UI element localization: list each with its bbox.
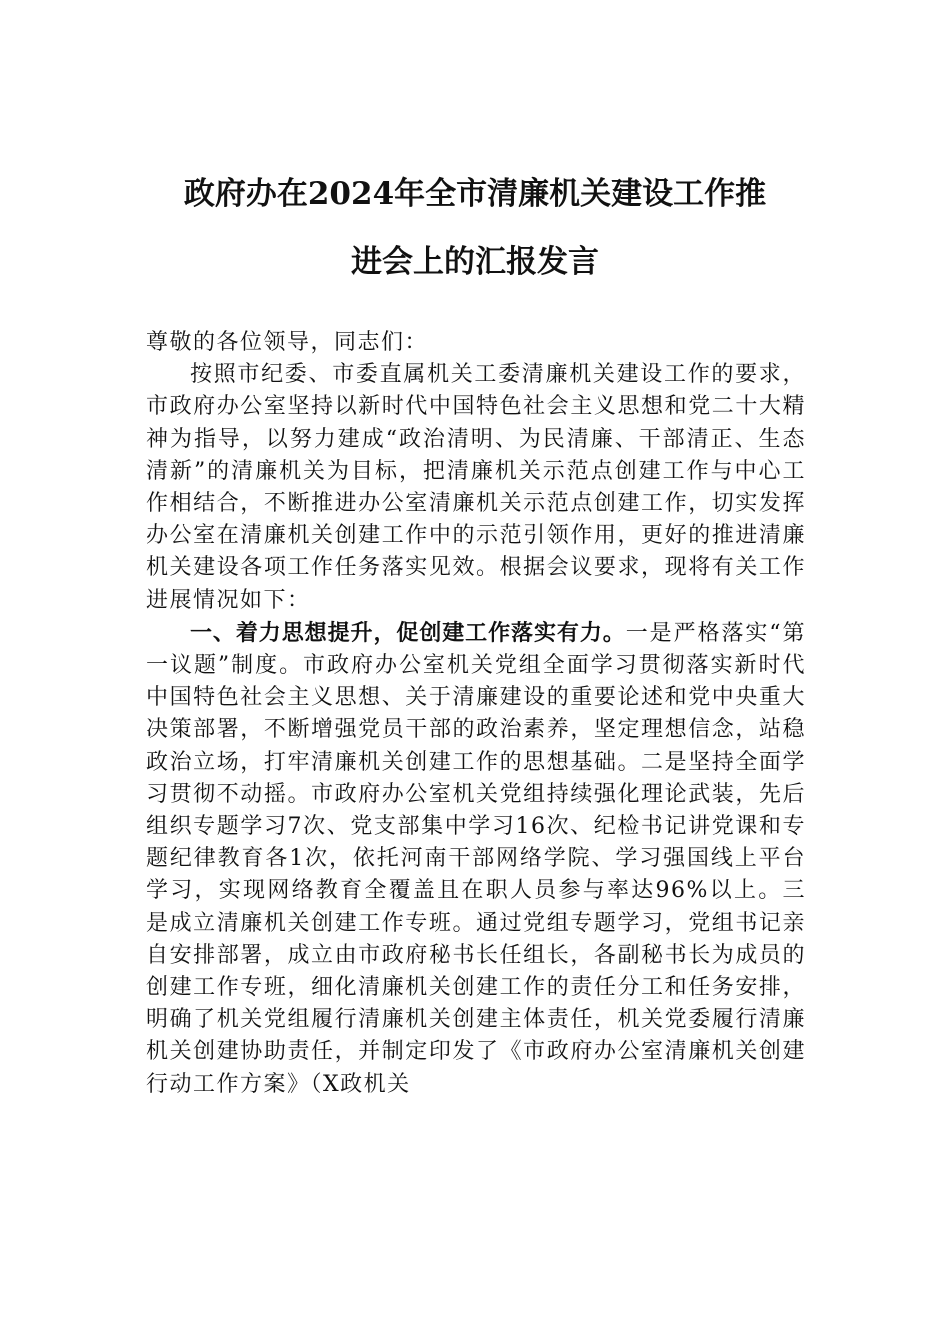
section-1-heading: 一、着力思想提升，促创建工作落实有力。	[190, 619, 626, 646]
section-1-paragraph	[146, 617, 806, 1101]
title-line-1: 政府办在2024年全市清廉机关建设工作推	[183, 176, 767, 212]
section-1-text: 一是严格落实“第一议题”制度。市政府办公室机关党组全面学习贯彻落实新时代中国特色社会主义思想、关于清廉建设的重要论述和党中央重大决策部署，不断增强党员干部的政治素养，坚定理想信念，站稳政治立场，打牢清廉机关创建工作的思想基础。二是坚持全面学习贯彻不动摇。市政府办公室机关党组持续强化理论武装，先后组织专题学习7次、党支部集中学习16次、纪检书记讲党课和专题纪律教育各1次，依托河南干部网络学院、学习强国线上平台学习，实现网络教育全覆盖且在职人员参与率达96%以上。三是成立清廉机关创建工作专班。通过党组专题学习，党组书记亲自安排部署，成立由市政府秘书长任组长，各副秘书长为成员的创建工作专班，细化清廉机关创建工作的责任分工和任务安排，明确了机关党组履行清廉机关创建主体责任，机关党委履行清廉机关创建协助责任，并制定印发了《市政府办公室清廉机关创建行动工作方案》（X政机关	[146, 620, 806, 1097]
salutation: 尊敬的各位领导，同志们：	[146, 330, 429, 355]
document-title	[140, 160, 810, 296]
document-body	[146, 327, 806, 1101]
intro-paragraph: 按照市纪委、市委直属机关工委清廉机关建设工作的要求，市政府办公室坚持以新时代中国特色社会主义思想和党二十大精神为指导，以努力建成“政治清明、为民清廉、干部清正、生态清新”的清廉机关为目标，把清廉机关示范点创建工作与中心工作相结合，不断推进办公室清廉机关示范点创建工作，切实发挥办公室在清廉机关创建工作中的示范引领作用，更好的推进清廉机关建设各项工作任务落实见效。根据会议要求，现将有关工作进展情况如下：	[146, 362, 806, 613]
title-line-2: 进会上的汇报发言	[351, 244, 599, 280]
